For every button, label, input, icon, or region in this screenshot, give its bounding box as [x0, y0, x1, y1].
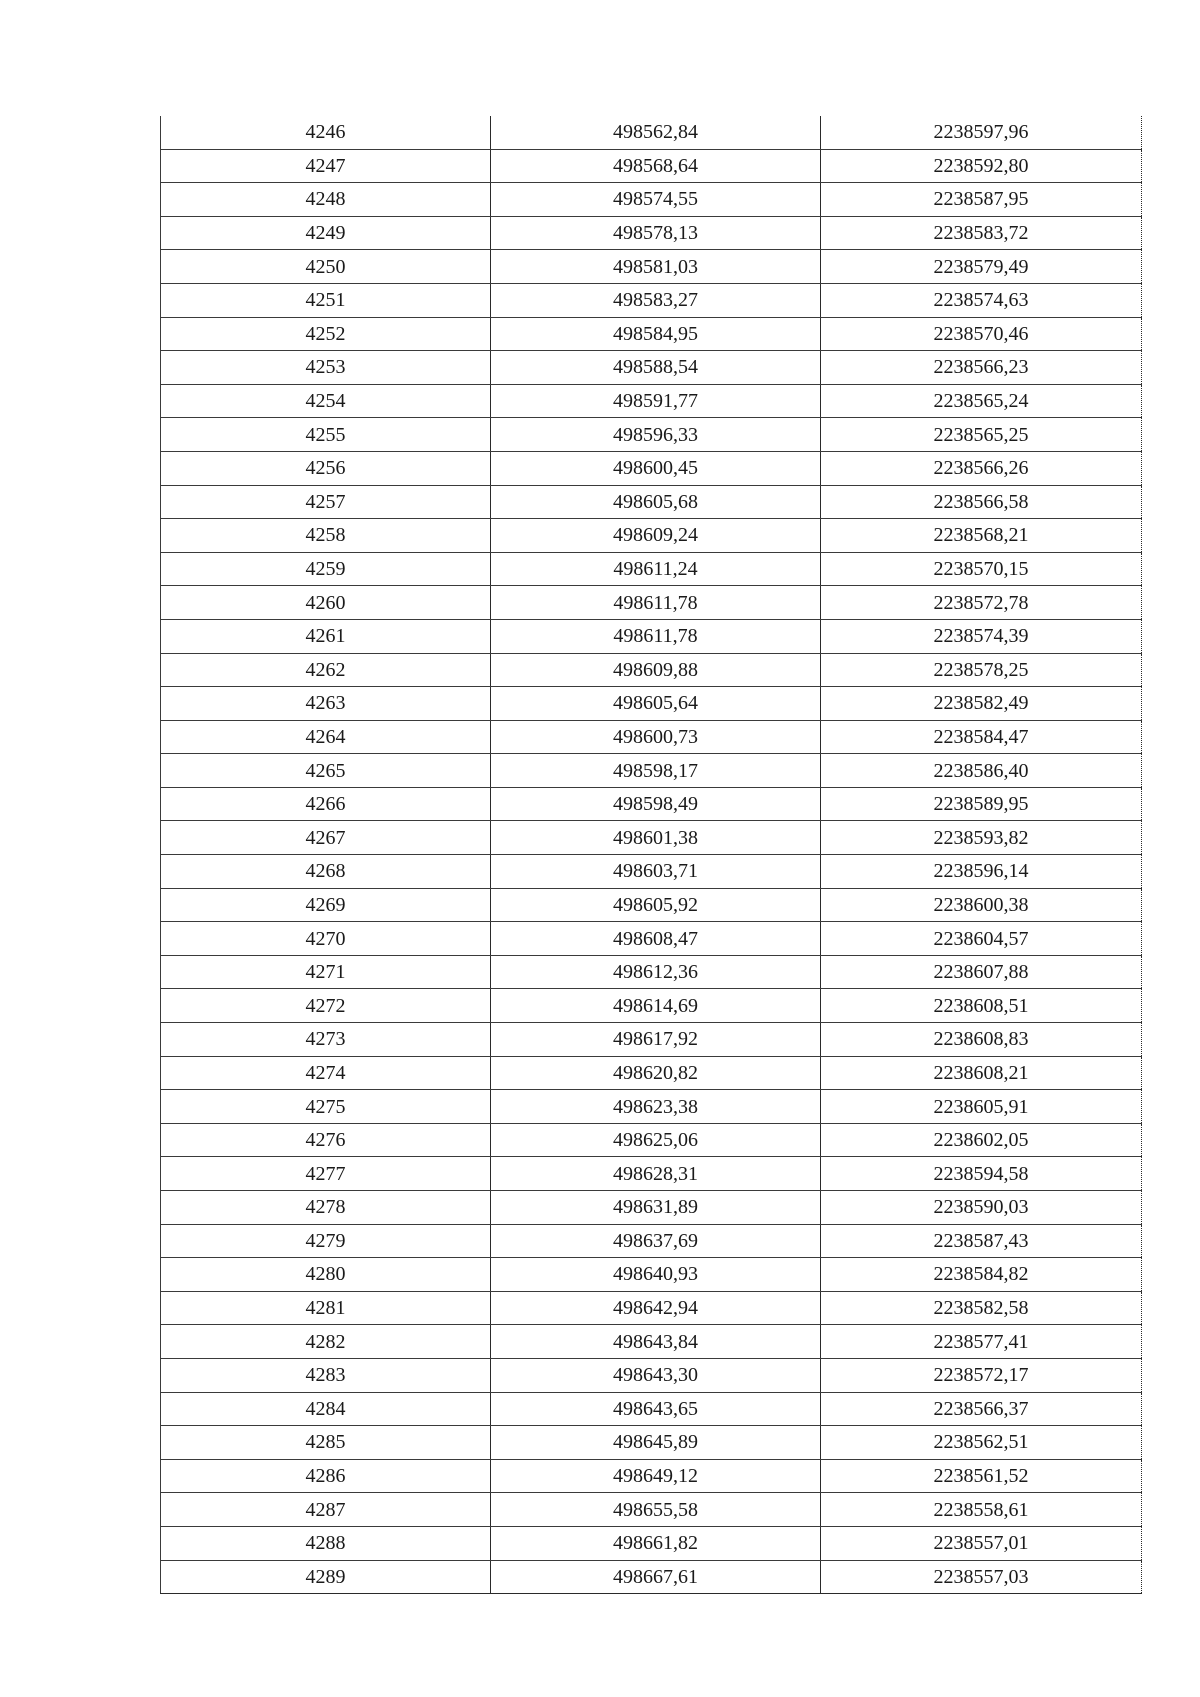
y-coordinate-cell: 2238604,57	[821, 922, 1142, 956]
x-coordinate-cell: 498598,17	[491, 754, 821, 788]
point-number-cell: 4286	[161, 1459, 491, 1493]
y-coordinate-cell: 2238562,51	[821, 1426, 1142, 1460]
y-coordinate-cell: 2238590,03	[821, 1191, 1142, 1225]
x-coordinate-cell: 498574,55	[491, 183, 821, 217]
table-row	[161, 1123, 1142, 1157]
x-coordinate-cell: 498612,36	[491, 955, 821, 989]
x-coordinate-cell: 498625,06	[491, 1123, 821, 1157]
point-number-cell: 4251	[161, 283, 491, 317]
table-row	[161, 619, 1142, 653]
table-row	[161, 451, 1142, 485]
point-number-cell: 4287	[161, 1493, 491, 1527]
y-coordinate-cell: 2238566,37	[821, 1392, 1142, 1426]
x-coordinate-cell: 498583,27	[491, 283, 821, 317]
x-coordinate-cell: 498637,69	[491, 1224, 821, 1258]
table-row	[161, 1426, 1142, 1460]
point-number-cell: 4267	[161, 821, 491, 855]
table-row	[161, 384, 1142, 418]
point-number-cell: 4255	[161, 418, 491, 452]
point-number-cell: 4248	[161, 183, 491, 217]
x-coordinate-cell: 498642,94	[491, 1291, 821, 1325]
y-coordinate-cell: 2238561,52	[821, 1459, 1142, 1493]
y-coordinate-cell: 2238570,15	[821, 552, 1142, 586]
y-coordinate-cell: 2238558,61	[821, 1493, 1142, 1527]
point-number-cell: 4288	[161, 1526, 491, 1560]
y-coordinate-cell: 2238572,78	[821, 586, 1142, 620]
point-number-cell: 4270	[161, 922, 491, 956]
point-number-cell: 4284	[161, 1392, 491, 1426]
point-number-cell: 4264	[161, 720, 491, 754]
table-row	[161, 519, 1142, 553]
table-row	[161, 283, 1142, 317]
point-number-cell: 4283	[161, 1358, 491, 1392]
table-row	[161, 1224, 1142, 1258]
table-row	[161, 1157, 1142, 1191]
y-coordinate-cell: 2238557,03	[821, 1560, 1142, 1594]
point-number-cell: 4274	[161, 1056, 491, 1090]
x-coordinate-cell: 498628,31	[491, 1157, 821, 1191]
x-coordinate-cell: 498643,84	[491, 1325, 821, 1359]
point-number-cell: 4273	[161, 1023, 491, 1057]
x-coordinate-cell: 498581,03	[491, 250, 821, 284]
y-coordinate-cell: 2238607,88	[821, 955, 1142, 989]
table-row	[161, 351, 1142, 385]
point-number-cell: 4253	[161, 351, 491, 385]
table-row	[161, 787, 1142, 821]
point-number-cell: 4275	[161, 1090, 491, 1124]
x-coordinate-cell: 498605,92	[491, 888, 821, 922]
table-row	[161, 586, 1142, 620]
table-row	[161, 485, 1142, 519]
y-coordinate-cell: 2238582,58	[821, 1291, 1142, 1325]
point-number-cell: 4254	[161, 384, 491, 418]
table-row	[161, 855, 1142, 889]
y-coordinate-cell: 2238577,41	[821, 1325, 1142, 1359]
x-coordinate-cell: 498645,89	[491, 1426, 821, 1460]
point-number-cell: 4263	[161, 687, 491, 721]
y-coordinate-cell: 2238565,25	[821, 418, 1142, 452]
table-row	[161, 1358, 1142, 1392]
point-number-cell: 4268	[161, 855, 491, 889]
table-row	[161, 418, 1142, 452]
x-coordinate-cell: 498609,88	[491, 653, 821, 687]
table-row	[161, 216, 1142, 250]
point-number-cell: 4250	[161, 250, 491, 284]
table-row	[161, 1459, 1142, 1493]
x-coordinate-cell: 498655,58	[491, 1493, 821, 1527]
x-coordinate-cell: 498596,33	[491, 418, 821, 452]
table-row	[161, 989, 1142, 1023]
point-number-cell: 4279	[161, 1224, 491, 1258]
x-coordinate-cell: 498584,95	[491, 317, 821, 351]
x-coordinate-cell: 498611,24	[491, 552, 821, 586]
point-number-cell: 4280	[161, 1258, 491, 1292]
table-row	[161, 821, 1142, 855]
table-row	[161, 1056, 1142, 1090]
x-coordinate-cell: 498649,12	[491, 1459, 821, 1493]
table-row	[161, 888, 1142, 922]
table-row	[161, 116, 1142, 149]
table-row	[161, 1090, 1142, 1124]
table-row	[161, 317, 1142, 351]
y-coordinate-cell: 2238572,17	[821, 1358, 1142, 1392]
table-row	[161, 1325, 1142, 1359]
y-coordinate-cell: 2238594,58	[821, 1157, 1142, 1191]
x-coordinate-cell: 498562,84	[491, 116, 821, 149]
table-row	[161, 1526, 1142, 1560]
table-row	[161, 149, 1142, 183]
x-coordinate-cell: 498643,65	[491, 1392, 821, 1426]
y-coordinate-cell: 2238584,82	[821, 1258, 1142, 1292]
point-number-cell: 4285	[161, 1426, 491, 1460]
y-coordinate-cell: 2238605,91	[821, 1090, 1142, 1124]
x-coordinate-cell: 498623,38	[491, 1090, 821, 1124]
y-coordinate-cell: 2238596,14	[821, 855, 1142, 889]
table-row	[161, 922, 1142, 956]
point-number-cell: 4281	[161, 1291, 491, 1325]
x-coordinate-cell: 498620,82	[491, 1056, 821, 1090]
x-coordinate-cell: 498667,61	[491, 1560, 821, 1594]
point-number-cell: 4269	[161, 888, 491, 922]
table-row	[161, 1560, 1142, 1594]
y-coordinate-cell: 2238592,80	[821, 149, 1142, 183]
coordinates-table	[160, 116, 1142, 1594]
point-number-cell: 4257	[161, 485, 491, 519]
x-coordinate-cell: 498591,77	[491, 384, 821, 418]
table-row	[161, 955, 1142, 989]
table-row	[161, 1191, 1142, 1225]
point-number-cell: 4271	[161, 955, 491, 989]
x-coordinate-cell: 498605,68	[491, 485, 821, 519]
x-coordinate-cell: 498588,54	[491, 351, 821, 385]
point-number-cell: 4252	[161, 317, 491, 351]
point-number-cell: 4282	[161, 1325, 491, 1359]
x-coordinate-cell: 498598,49	[491, 787, 821, 821]
y-coordinate-cell: 2238574,39	[821, 619, 1142, 653]
x-coordinate-cell: 498605,64	[491, 687, 821, 721]
y-coordinate-cell: 2238587,43	[821, 1224, 1142, 1258]
table-row	[161, 183, 1142, 217]
y-coordinate-cell: 2238584,47	[821, 720, 1142, 754]
point-number-cell: 4277	[161, 1157, 491, 1191]
y-coordinate-cell: 2238600,38	[821, 888, 1142, 922]
y-coordinate-cell: 2238566,58	[821, 485, 1142, 519]
y-coordinate-cell: 2238578,25	[821, 653, 1142, 687]
y-coordinate-cell: 2238582,49	[821, 687, 1142, 721]
y-coordinate-cell: 2238566,26	[821, 451, 1142, 485]
point-number-cell: 4272	[161, 989, 491, 1023]
point-number-cell: 4289	[161, 1560, 491, 1594]
point-number-cell: 4276	[161, 1123, 491, 1157]
table-row	[161, 552, 1142, 586]
x-coordinate-cell: 498640,93	[491, 1258, 821, 1292]
x-coordinate-cell: 498611,78	[491, 619, 821, 653]
coordinates-table-body	[161, 116, 1142, 1594]
point-number-cell: 4266	[161, 787, 491, 821]
table-row	[161, 720, 1142, 754]
y-coordinate-cell: 2238593,82	[821, 821, 1142, 855]
x-coordinate-cell: 498631,89	[491, 1191, 821, 1225]
table-row	[161, 1493, 1142, 1527]
table-row	[161, 1258, 1142, 1292]
x-coordinate-cell: 498617,92	[491, 1023, 821, 1057]
x-coordinate-cell: 498600,45	[491, 451, 821, 485]
point-number-cell: 4247	[161, 149, 491, 183]
y-coordinate-cell: 2238570,46	[821, 317, 1142, 351]
point-number-cell: 4265	[161, 754, 491, 788]
y-coordinate-cell: 2238587,95	[821, 183, 1142, 217]
table-row	[161, 250, 1142, 284]
point-number-cell: 4259	[161, 552, 491, 586]
point-number-cell: 4246	[161, 116, 491, 149]
table-row	[161, 754, 1142, 788]
y-coordinate-cell: 2238602,05	[821, 1123, 1142, 1157]
point-number-cell: 4258	[161, 519, 491, 553]
x-coordinate-cell: 498603,71	[491, 855, 821, 889]
x-coordinate-cell: 498601,38	[491, 821, 821, 855]
x-coordinate-cell: 498600,73	[491, 720, 821, 754]
x-coordinate-cell: 498609,24	[491, 519, 821, 553]
x-coordinate-cell: 498643,30	[491, 1358, 821, 1392]
y-coordinate-cell: 2238579,49	[821, 250, 1142, 284]
table-row	[161, 1291, 1142, 1325]
y-coordinate-cell: 2238566,23	[821, 351, 1142, 385]
y-coordinate-cell: 2238557,01	[821, 1526, 1142, 1560]
point-number-cell: 4261	[161, 619, 491, 653]
y-coordinate-cell: 2238589,95	[821, 787, 1142, 821]
table-row	[161, 1023, 1142, 1057]
table-row	[161, 653, 1142, 687]
table-row	[161, 687, 1142, 721]
y-coordinate-cell: 2238568,21	[821, 519, 1142, 553]
x-coordinate-cell: 498608,47	[491, 922, 821, 956]
y-coordinate-cell: 2238586,40	[821, 754, 1142, 788]
x-coordinate-cell: 498661,82	[491, 1526, 821, 1560]
y-coordinate-cell: 2238574,63	[821, 283, 1142, 317]
y-coordinate-cell: 2238597,96	[821, 116, 1142, 149]
table-row	[161, 1392, 1142, 1426]
point-number-cell: 4260	[161, 586, 491, 620]
point-number-cell: 4262	[161, 653, 491, 687]
point-number-cell: 4249	[161, 216, 491, 250]
y-coordinate-cell: 2238608,21	[821, 1056, 1142, 1090]
point-number-cell: 4256	[161, 451, 491, 485]
x-coordinate-cell: 498611,78	[491, 586, 821, 620]
y-coordinate-cell: 2238583,72	[821, 216, 1142, 250]
y-coordinate-cell: 2238565,24	[821, 384, 1142, 418]
y-coordinate-cell: 2238608,51	[821, 989, 1142, 1023]
x-coordinate-cell: 498578,13	[491, 216, 821, 250]
y-coordinate-cell: 2238608,83	[821, 1023, 1142, 1057]
point-number-cell: 4278	[161, 1191, 491, 1225]
x-coordinate-cell: 498568,64	[491, 149, 821, 183]
x-coordinate-cell: 498614,69	[491, 989, 821, 1023]
